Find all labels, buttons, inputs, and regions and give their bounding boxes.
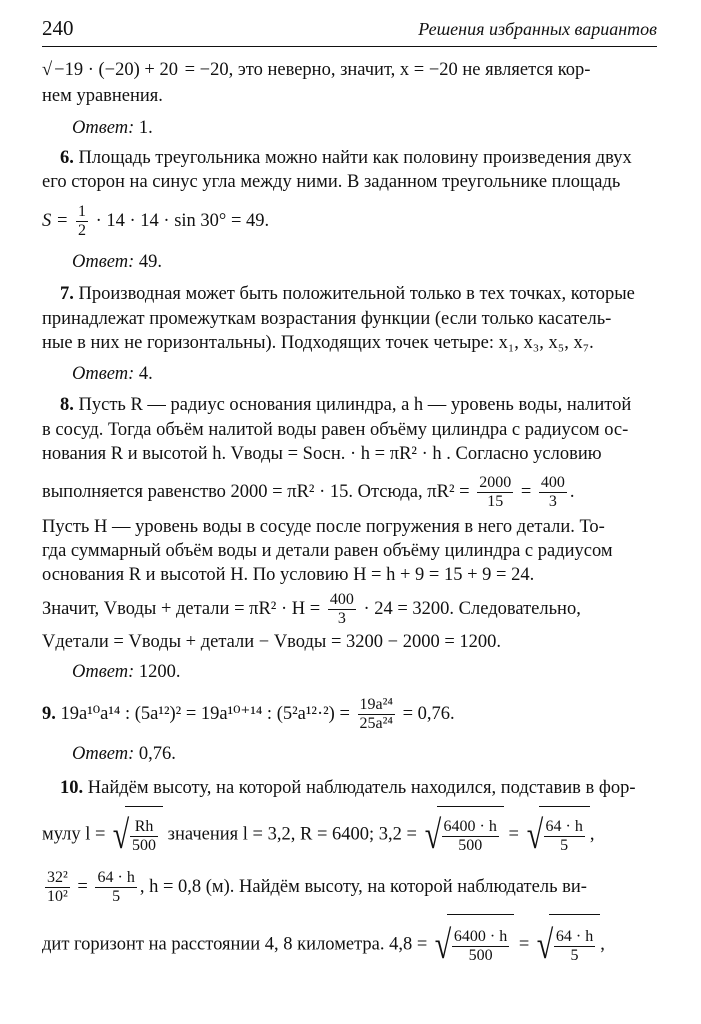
frac <box>130 818 158 856</box>
p10-line-3-post: , h = 0,8 (м). Найдём высоту, на которой наблюдатель ви- <box>139 877 587 897</box>
sqrt-symbol: √ <box>434 922 452 967</box>
p8-answer <box>72 662 181 683</box>
p10-line-2 <box>42 806 659 862</box>
answer-value: 4. <box>138 364 153 384</box>
p10-fraction-1 <box>45 869 70 907</box>
sqrt-symbol: √ <box>112 812 130 857</box>
frac-den: 5 <box>560 837 569 855</box>
p8-fraction-2 <box>539 474 567 512</box>
p6-line-2: его сторон на синус угла между ними. В заданном треугольнике площадь <box>42 172 621 192</box>
p8-line-9: Vдетали = Vводы + детали − Vводы = 3200 − 2000 = 1200. <box>42 632 502 652</box>
frac <box>554 928 595 966</box>
p6-line-1 <box>42 148 659 168</box>
page-header <box>42 14 657 47</box>
p6-answer <box>72 252 162 273</box>
frac-num: 6400 · h <box>442 818 499 837</box>
p8-line-2: в сосуд. Тогда объём налитой воды равен объёму цилиндра с радиусом ос- <box>42 420 629 440</box>
p7-number: 7. <box>60 284 74 304</box>
frac-num: Rh <box>130 818 158 837</box>
answer-value: 0,76. <box>138 744 176 764</box>
p8-fraction-3 <box>328 591 356 629</box>
page-number: 240 <box>42 16 74 40</box>
frac-num: 400 <box>539 474 567 493</box>
p8-equals: = <box>520 482 532 502</box>
frac <box>442 818 499 856</box>
p10-fraction-2 <box>95 869 136 907</box>
frac-num: 64 · h <box>554 928 595 947</box>
frac-num: 32² <box>45 869 70 888</box>
p9-formula <box>42 690 659 738</box>
p7-text-1: Производная может быть положительной только в тех точках, которые <box>78 284 635 304</box>
p5-line-1-rest: = −20, это неверно, значит, x = −20 не является кор- <box>179 60 591 80</box>
p10-line-4-end: , <box>600 934 605 955</box>
frac-den: 3 <box>548 493 557 511</box>
p5-line-1: √ −19 · (−20) + 20 = −20, это неверно, значит, x = −20 не является кор- <box>42 60 591 80</box>
frac-num: 64 · h <box>544 818 585 837</box>
frac-num: 400 <box>328 591 356 610</box>
p10-line-4 <box>42 914 659 974</box>
p6-formula-pre: S = <box>42 211 69 231</box>
p6-frac-num: 1 <box>76 203 88 222</box>
p10-root-1 <box>125 806 163 862</box>
p5-answer <box>72 118 153 139</box>
p10-line-4-pre: дит горизонт на расстоянии 4, 8 километра. 4,8 = <box>42 934 428 955</box>
p6-number: 6. <box>60 148 74 168</box>
p7-line-2: принадлежат промежуткам возрастания функции (если только касатель- <box>42 309 612 329</box>
p10-line-3-eq: = <box>77 877 88 897</box>
frac <box>452 928 509 966</box>
p8-line-8 <box>42 587 659 631</box>
p6-formula <box>42 198 659 244</box>
p10-line-3 <box>42 862 659 912</box>
frac-den: 500 <box>468 947 493 965</box>
p6-frac-den: 2 <box>77 222 86 240</box>
sqrt-symbol: √ <box>424 812 441 857</box>
frac-num: 19a²⁴ <box>358 696 395 715</box>
answer-label: Ответ: <box>72 744 135 764</box>
frac-den: 500 <box>132 837 157 855</box>
p10-line-4-eq: = <box>518 934 530 955</box>
p6-fraction <box>76 203 88 241</box>
answer-value: 1200. <box>138 662 181 682</box>
frac-den: 500 <box>458 837 483 855</box>
p9-formula-post: = 0,76. <box>402 704 455 724</box>
p7-line-3: ные в них не горизонтальны). Подходящих точек четыре: x₁, x₃, x₅, x₇. <box>42 333 594 353</box>
p8-line-4 <box>42 470 659 514</box>
frac-num: 2000 <box>477 474 513 493</box>
p5-line-2: нем уравнения. <box>42 86 163 106</box>
p8-line-4-pre: выполняется равенство 2000 = πR² · 15. Отсюда, πR² = <box>42 482 470 502</box>
answer-label: Ответ: <box>72 662 135 682</box>
frac-den: 3 <box>337 610 346 628</box>
p8-line-5: Пусть H — уровень воды в сосуде после погружения в него детали. То- <box>42 517 605 537</box>
answer-value: 1. <box>138 118 153 138</box>
p8-line-4-end: . <box>569 482 575 502</box>
frac-den: 15 <box>487 493 504 511</box>
frac-den: 5 <box>570 947 579 965</box>
p7-line-1 <box>42 284 659 304</box>
p10-root-3 <box>539 806 590 862</box>
p10-root-5 <box>549 914 600 974</box>
frac <box>544 818 585 856</box>
answer-label: Ответ: <box>72 252 135 272</box>
frac-num: 6400 · h <box>452 928 509 947</box>
p10-line-2-mid: значения l = 3,2, R = 6400; 3,2 = <box>167 824 417 845</box>
p5-root-expression: −19 · (−20) + 20 <box>54 60 178 80</box>
p8-text-1: Пусть R — радиус основания цилиндра, а h — уровень воды, налитой <box>78 395 632 415</box>
p8-line-3: нования R и высотой h. Vводы = Sосн. · h = πR² · h . Согласно условию <box>42 444 602 464</box>
frac-den: 10² <box>47 888 68 906</box>
p9-number: 9. <box>42 704 56 724</box>
p9-answer <box>72 744 176 765</box>
p8-line-8-pre: Значит, Vводы + детали = πR² · H = <box>42 599 321 619</box>
p10-line-2-end: , <box>589 824 595 845</box>
p6-text-1: Площадь треугольника можно найти как половину произведения двух <box>78 148 632 168</box>
p8-fraction-1 <box>477 474 513 512</box>
p8-number: 8. <box>60 395 74 415</box>
frac-den: 25a²⁴ <box>359 715 393 733</box>
sqrt-symbol: √ <box>526 812 543 857</box>
p7-answer <box>72 364 153 385</box>
p8-line-1 <box>42 395 659 415</box>
p9-fraction <box>358 696 395 734</box>
p9-formula-pre: 19a¹⁰a¹⁴ : (5a¹²)² = 19a¹⁰⁺¹⁴ : (5²a¹²·²) = <box>60 704 350 724</box>
frac-num: 64 · h <box>95 869 136 888</box>
p10-root-4 <box>447 914 514 974</box>
p10-line-2-pre: мулу l = <box>42 824 106 845</box>
p10-text-1: Найдём высоту, на которой наблюдатель находился, подставив в фор- <box>87 778 636 798</box>
p8-line-6: гда суммарный объём воды и детали равен объёму цилиндра с радиусом <box>42 541 613 561</box>
answer-value: 49. <box>138 252 162 272</box>
p8-line-7: основания R и высотой H. По условию H = h + 9 = 15 + 9 = 24. <box>42 565 535 585</box>
answer-label: Ответ: <box>72 118 135 138</box>
p6-formula-post: · 14 · 14 · sin 30° = 49. <box>95 211 270 231</box>
p10-equals: = <box>508 824 519 845</box>
frac-den: 5 <box>112 888 121 906</box>
p10-line-1 <box>42 778 659 798</box>
p8-line-8-post: · 24 = 3200. Следовательно, <box>363 599 581 619</box>
sqrt-symbol: √ <box>536 922 554 967</box>
p10-root-2 <box>437 806 504 862</box>
answer-label: Ответ: <box>72 364 135 384</box>
running-title: Решения избранных вариантов <box>418 19 657 39</box>
p10-number: 10. <box>60 778 84 798</box>
